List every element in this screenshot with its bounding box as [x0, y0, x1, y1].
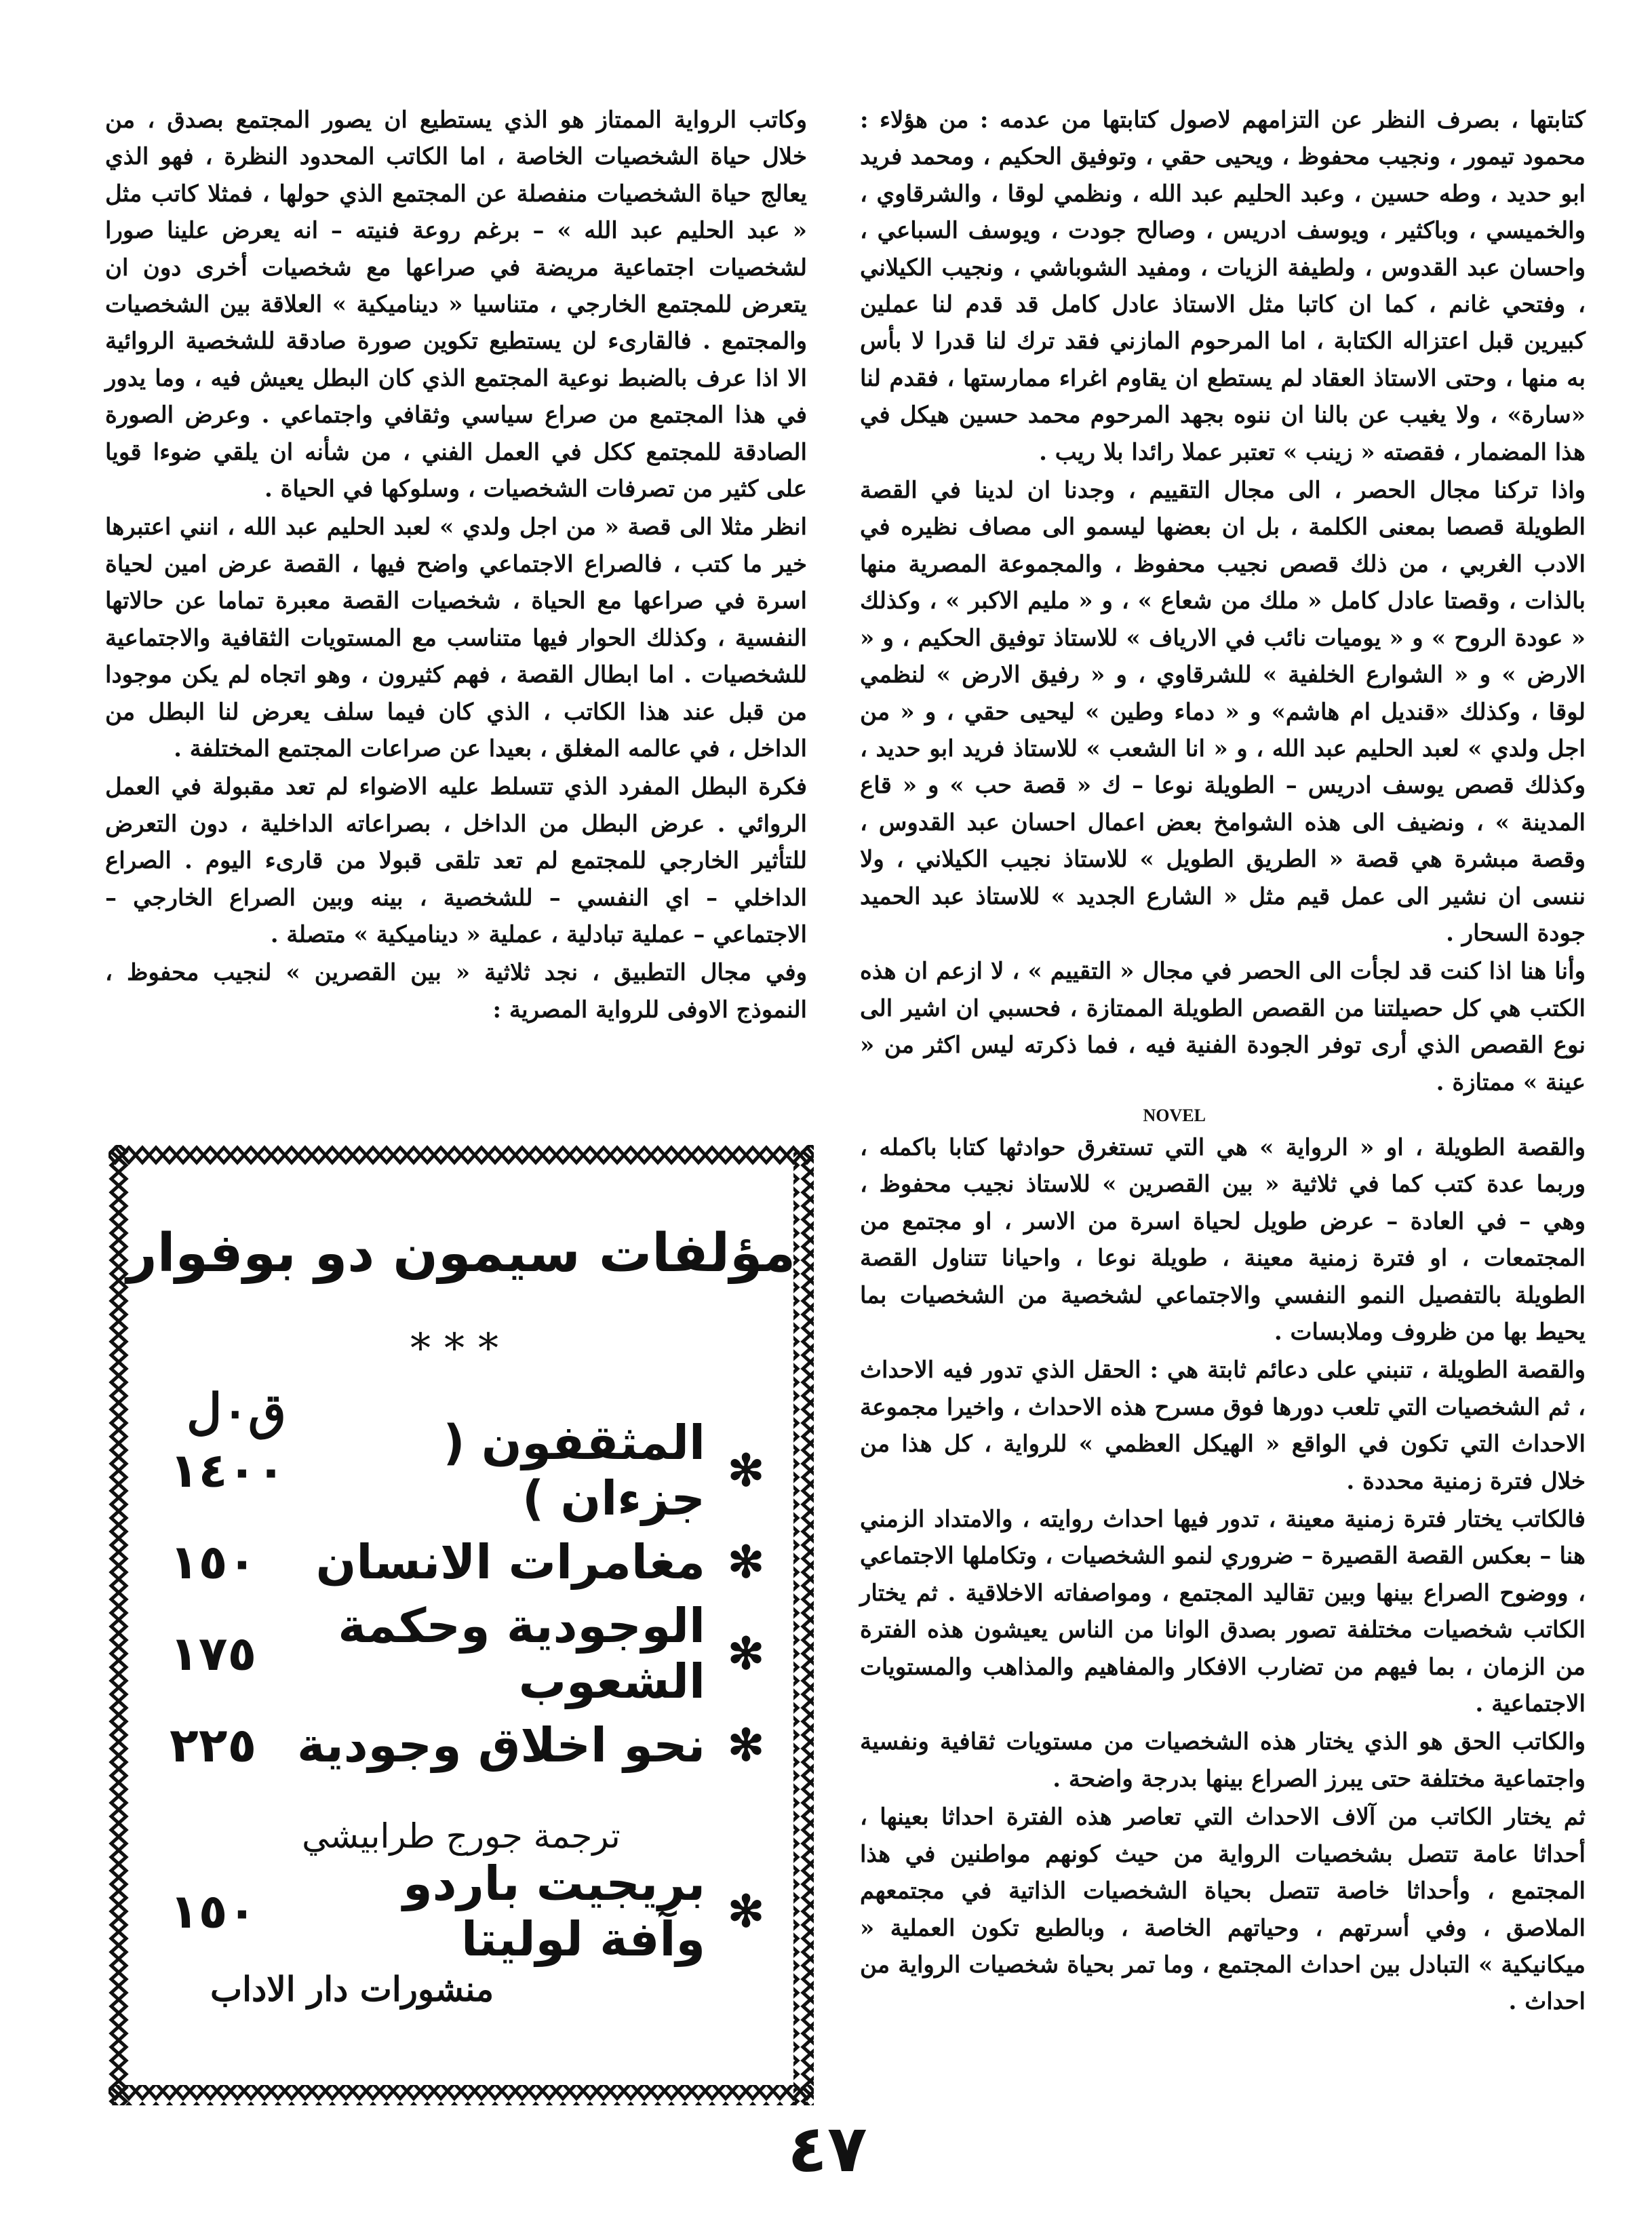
- article-paragraph: فالكاتب يختار فترة زمنية معينة ، تدور فيها احداث روايته ، والامتداد الزمني هنا – بعكس القصة القصيرة – ضروري لنمو الشخصيات ، وتكاملها الاجتماعي ، ووضوح الصراع بينها وبين تقاليد المجتمع ، ومواصفاته الاخلاقية . ثم يختار الكاتب شخصيات مختلفة تصور بصدق الوانا من الناس يعيشون هذه الفترة من الزمان ، بما فيهم من تضارب الافكار والمفاهيم والمذاهب والمستويات الاجتماعية .: [852, 1506, 1586, 1718]
- book-advertisement: [109, 1145, 814, 2105]
- asterisk-icon: ✻: [728, 1536, 764, 1588]
- asterisk-icon: ✻: [728, 1886, 764, 1937]
- novel-label: NOVEL: [1143, 1105, 1206, 1125]
- book-item: [170, 1528, 766, 1596]
- article-paragraph: والقصة الطويلة ، او « الرواية » هي التي تستغرق حوادثها كتابا باكمله ، وربما عدة كتب كما في ثلاثية « بين القصرين » للاستاذ نجيب محفوظ ، وهي – في العادة – عرض طويل لحياة اسرة من الاسر ، او مجتمع من المجتمعات ، او فترة زمنية معينة ، طويلة نوعا ، واحيانا تتناول القصة الطويلة بالتفصيل النمو النفسي والاجتماعي لشخصية من الشخصيات بما يحيط بها من ظروف وملابسات .: [852, 1133, 1586, 1346]
- book-item: [170, 1856, 766, 1967]
- article-paragraph: واذا تركنا مجال الحصر ، الى مجال التقييم ، وجدنا ان لدينا في القصة الطويلة قصصا بمعنى الكلمة ، بل ان بعضها ليسمو الى مصاف نظيره في الادب الغربي ، من ذلك قصص نجيب محفوظ ، والمجموعة المصرية منها بالذات ، وقصتا عادل كامل « ملك من شعاع » ، و « مليم الاكبر » ، وكذلك « عودة الروح » و « يوميات نائب في الارياف » للاستاذ توفيق الحكيم ، و « الارض » و « الشوارع الخلفية » للشرقاوي ، و « رفيق الارض » لنظمي لوقا ، وكذلك «قنديل ام هاشم» و « دماء وطين » ليحيى حقي ، و « من اجل ولدي » لعبد الحليم عبد الله ، و « انا الشعب » للاستاذ فريد ابو حديد ، وكذلك قصص يوسف ادريس – الطويلة نوعا – ك « قصة حب » و « قاع المدينة » ، ونضيف الى هذه الشوامخ بعض اعمال احسان عبد القدوس ، وقصة مبشرة هي قصة « الطريق الطويل » للاستاذ نجيب الكيلاني ، ولا ننسى ان نشير الى عمل قيم مثل « الشارع الجديد » للاستاذ عبد الحميد جودة السحار .: [852, 477, 1586, 947]
- asterisk-icon: ✻: [728, 1719, 764, 1771]
- article-paragraph: وفي مجال التطبيق ، نجد ثلاثية « بين القصرين » لنجيب محفوظ ، النموذج الاوفى للرواية المصرية :: [97, 959, 807, 1024]
- left-article-column: [97, 102, 807, 1030]
- ad-title: مؤلفات سيمون دو بوفوار: [126, 1223, 796, 1284]
- book-price: ١٤٠٠: [170, 1443, 286, 1498]
- article-paragraph: انظر مثلا الى قصة « من اجل ولدي » لعبد الحليم عبد الله ، انني اعتبرها خير ما كتب ، فالصراع الاجتماعي واضح فيها ، القصة عرض امين لحياة اسرة في صراعها مع الحياة ، شخصيات القصة معبرة تماما عن حالاتها النفسية ، وكذلك الحوار فيها متناسب مع المستويات الثقافية والاجتماعية للشخصيات . اما ابطال القصة ، فهم كثيرون ، وهو اتجاه لم يكن موجودا من قبل عند هذا الكاتب ، الذي كان فيما سلف يعرض لنا البطل من الداخل ، في عالمه المغلق ، بعيدا عن صراعات المجتمع المختلفة .: [97, 513, 807, 762]
- book-item: [170, 1711, 766, 1779]
- asterisk-icon: ✻: [728, 1445, 764, 1496]
- book-title: الوجودية وحكمة الشعوب: [338, 1598, 705, 1709]
- book-title: نحو اخلاق وجودية: [296, 1717, 705, 1773]
- book-price: ١٥٠: [170, 1884, 257, 1939]
- article-paragraph: والكاتب الحق هو الذي يختار هذه الشخصيات من مستويات ثقافية ونفسية واجتماعية مختلفة حتى يبرز الصراع بينها بدرجة واضحة .: [852, 1728, 1586, 1793]
- page-number: ٤٧: [787, 2111, 867, 2187]
- article-paragraph: ثم يختار الكاتب من آلاف الاحداث التي تعاصر هذه الفترة احداثا بعينها ، أحداثا عامة تتصل بشخصيات الرواية من حيث كونهم مواطنين في هذا المجتمع ، وأحداثا خاصة تتصل بحياة الشخصيات الذاتية في مجتمعهم الملاصق ، وفي أسرتهم ، وحياتهم الخاصة ، وبالطبع تكون العملية « ميكانيكية » التبادل بين احداث المجتمع ، وما تمر بحياة شخصيات الرواية من احداث .: [852, 1804, 1586, 2016]
- book-price: ١٥٠: [170, 1534, 257, 1590]
- book-title: مغامرات الانسان: [315, 1534, 705, 1590]
- book-item: [170, 1598, 766, 1709]
- currency-header: ق٠ل: [186, 1382, 286, 1440]
- ad-stars-divider: ***: [410, 1325, 512, 1372]
- asterisk-icon: ✻: [728, 1628, 764, 1679]
- article-paragraph: وأنا هنا اذا كنت قد لجأت الى الحصر في مجال « التقييم » ، لا ازعم ان هذه الكتب هي كل حصيلتنا من القصص الطويلة الممتازة ، فحسبي ان اشير الى نوع القصص الذي أرى توفر الجودة الفنية فيه ، فما ذكرته ليس اكثر من « عينة » ممتازة .: [852, 958, 1586, 1096]
- book-title: المثقفون ( جزءان ): [443, 1415, 705, 1526]
- book-title: بريجيت باردو وآفة لوليتا: [403, 1856, 705, 1967]
- book-item: [170, 1415, 766, 1526]
- right-article-column: [852, 102, 1586, 2022]
- book-price: ٢٢٥: [170, 1717, 257, 1773]
- translator-credit: ترجمة جورج طرابيشي: [302, 1816, 621, 1856]
- article-paragraph: وكاتب الرواية الممتاز هو الذي يستطيع ان يصور المجتمع بصدق ، من خلال حياة الشخصيات الخاصة ، اما الكاتب المحدود النظرة ، فهو الذي يعالج حياة الشخصيات منفصلة عن المجتمع الذي حولها ، فمثلا كاتب مثل « عبد الحليم عبد الله » – برغم روعة فنيته – انه يعرض علينا صورا لشخصيات اجتماعية مريضة في صراعها مع شخصيات أخرى دون ان يتعرض للمجتمع الخارجي ، متناسيا « ديناميكية » العلاقة بين الشخصيات والمجتمع . فالقارىء لن يستطيع تكوين صورة صادقة للشخصية الروائية الا اذا عرف بالضبط نوعية المجتمع الذي كان البطل يعيش فيه ، وما يدور في هذا المجتمع من صراع سياسي وثقافي واجتماعي . وعرض الصورة الصادقة للمجتمع ككل في العمل الفني ، من شأنه ان يلقي ضوءا قويا على كثير من تصرفات الشخصيات ، وسلوكها في الحياة .: [97, 106, 807, 503]
- article-paragraph: والقصة الطويلة ، تنبني على دعائم ثابتة هي : الحقل الذي تدور فيه الاحداث ، ثم الشخصيات التي تلعب دورها فوق مسرح هذه الاحداث ، واخيرا مجموعة الاحداث التي تكون في الواقع « الهيكل العظمي » للرواية ، كل هذا من خلال فترة زمنية محددة .: [852, 1357, 1586, 1495]
- book-price: ١٧٥: [170, 1626, 257, 1681]
- publisher-name: منشورات دار الاداب: [210, 1969, 494, 2009]
- article-paragraph: فكرة البطل المفرد الذي تتسلط عليه الاضواء لم تعد مقبولة في العمل الروائي . عرض البطل من الداخل ، بصراعاته الداخلية ، دون التعرض للتأثير الخارجي للمجتمع لم تعد تلقى قبولا من قارىء اليوم . الصراع الداخلي – اي النفسي – للشخصية ، بينه وبين الصراع الخارجي – الاجتماعي – عملية تبادلية ، عملية « ديناميكية » متصلة .: [97, 773, 807, 948]
- article-paragraph: كتابتها ، بصرف النظر عن التزامهم لاصول كتابتها من عدمه : من هؤلاء : محمود تيمور ، ونجيب محفوظ ، ويحيى حقي ، وتوفيق الحكيم ، ومحمد فريد ابو حديد ، وطه حسين ، وعبد الحليم عبد الله ، ونظمي لوقا ، والشرقاوي ، والخميسي ، وباكثير ، ويوسف ادريس ، وصالح جودت ، ويوسف السباعي ، واحسان عبد القدوس ، ولطيفة الزيات ، ومفيد الشوباشي ، ونجيب الكيلاني ، وفتحي غانم ، كما ان كاتبا مثل الاستاذ عادل كامل قد قدم لنا عملين كبيرين قبل اعتزاله الكتابة ، اما المرحوم المازني فقد ترك لنا قدرا لا بأس به منها ، وحتى الاستاذ العقاد لم يستطع ان يقاوم اغراء ممارستها ، فقدم لنا «سارة» ، ولا يغيب عن بالنا ان ننوه بجهد المرحوم محمد حسين هيكل في هذا المضمار ، فقصته « زينب » تعتبر عملا رائدا بلا ريب .: [852, 106, 1586, 466]
